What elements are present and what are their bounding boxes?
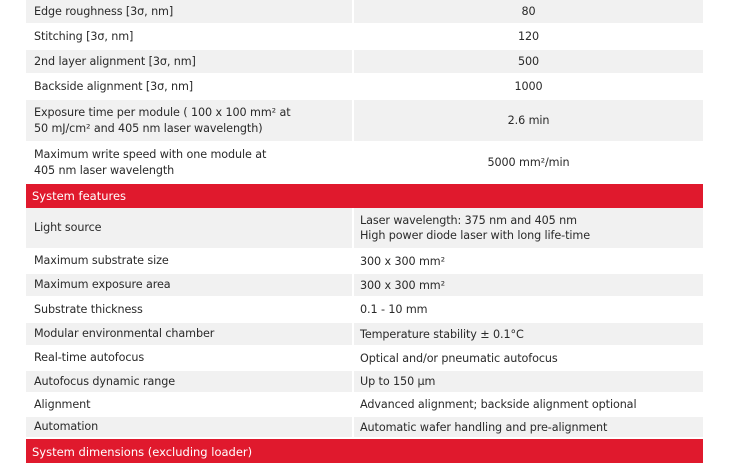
row-value: Automatic wafer handling and pre-alignment (352, 417, 703, 437)
row-label: Maximum substrate size (34, 254, 169, 267)
row-label (26, 105, 352, 137)
row-label: Modular environmental chamber (34, 327, 215, 340)
row-label: Autofocus dynamic range (34, 374, 175, 388)
row-value-line: Laser wavelength: 375 nm and 405 nm (360, 214, 577, 227)
table-row (26, 50, 703, 75)
table-row (26, 208, 703, 250)
section-header-system-features: System features (26, 184, 703, 208)
row-value: 300 x 300 mm² (352, 250, 703, 272)
row-label: Automation (34, 420, 99, 433)
spec-table (26, 0, 703, 463)
row-label-line: Exposure time per module ( 100 x 100 mm² at (34, 105, 291, 119)
row-label: Stitching [3σ, nm] (34, 29, 134, 43)
table-row (26, 25, 703, 50)
section-header-system-dimensions: System dimensions (excluding loader) (26, 439, 703, 463)
row-value: Optical and/or pneumatic autofocus (352, 347, 703, 369)
row-label: 2nd layer alignment [3σ, nm] (34, 54, 196, 68)
row-label: Edge roughness [3σ, nm] (34, 4, 174, 18)
table-row (26, 394, 703, 417)
table-row (26, 371, 703, 394)
table-row (26, 0, 703, 25)
row-value: 0.1 - 10 mm (352, 298, 703, 321)
row-label: Maximum exposure area (34, 278, 171, 291)
table-row (26, 274, 703, 298)
table-row (26, 323, 703, 347)
row-value: 80 (352, 0, 703, 23)
table-row (26, 100, 703, 143)
row-value: Up to 150 µm (352, 371, 703, 392)
row-value: Advanced alignment; backside alignment optional (352, 394, 703, 415)
row-label-line: Maximum write speed with one module at (34, 147, 267, 161)
row-value: 5000 mm²/min (352, 143, 703, 182)
table-row (26, 298, 703, 323)
row-value: Temperature stability ± 0.1°C (352, 323, 703, 345)
row-label: Light source (34, 221, 102, 234)
row-value: 500 (352, 50, 703, 73)
row-label-line: 405 nm laser wavelength (34, 163, 175, 177)
row-value: 2.6 min (352, 100, 703, 141)
table-row (26, 250, 703, 274)
table-row (26, 143, 703, 184)
row-label-line: 50 mJ/cm² and 405 nm laser wavelength) (34, 121, 263, 135)
row-label: Backside alignment [3σ, nm] (34, 79, 194, 93)
table-row (26, 75, 703, 100)
row-value-line: High power diode laser with long life-time (360, 229, 590, 242)
row-value (352, 208, 703, 248)
row-label: Alignment (34, 397, 91, 411)
row-value: 1000 (352, 75, 703, 98)
row-label: Substrate thickness (34, 302, 143, 316)
table-row (26, 417, 703, 439)
row-value: 300 x 300 mm² (352, 274, 703, 296)
row-value: 120 (352, 25, 703, 48)
row-label (26, 147, 352, 179)
table-row (26, 347, 703, 371)
row-label: Real-time autofocus (34, 351, 145, 364)
